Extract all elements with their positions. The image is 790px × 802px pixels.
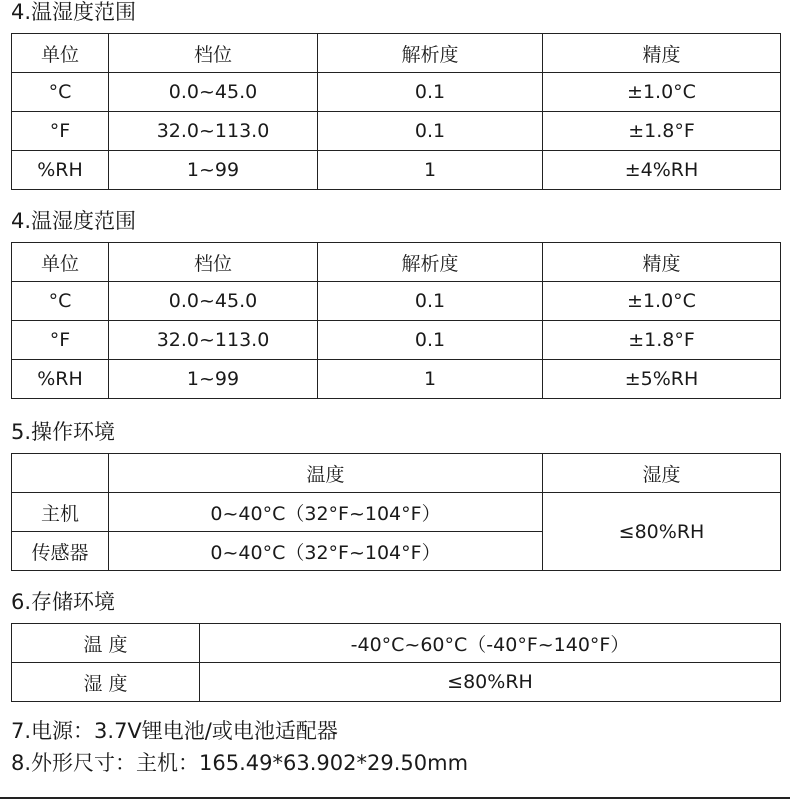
table-cell: 0.1 bbox=[318, 282, 543, 321]
header-resolution: 解析度 bbox=[318, 34, 543, 73]
header-accuracy: 精度 bbox=[543, 243, 781, 282]
table-cell: ≤80%RH bbox=[200, 663, 781, 702]
table-cell: 0.0~45.0 bbox=[109, 73, 318, 112]
table-cell: 温 度 bbox=[12, 624, 200, 663]
table-cell: °F bbox=[12, 321, 109, 360]
table-cell: °C bbox=[12, 73, 109, 112]
table-cell: ±1.0°C bbox=[543, 282, 781, 321]
bottom-divider bbox=[0, 797, 790, 799]
table-cell: 湿 度 bbox=[12, 663, 200, 702]
section-title-range-1: 4.温湿度范围 bbox=[11, 0, 137, 24]
range-table-1 bbox=[11, 33, 781, 190]
table-cell: 0.1 bbox=[318, 73, 543, 112]
table-cell: 0.0~45.0 bbox=[109, 282, 318, 321]
table-cell: 主机 bbox=[12, 493, 109, 532]
table-header-row bbox=[12, 34, 781, 73]
table-header-row bbox=[12, 454, 781, 493]
header-unit: 单位 bbox=[12, 243, 109, 282]
storage-table bbox=[11, 623, 781, 702]
table-row bbox=[12, 321, 781, 360]
table-row bbox=[12, 663, 781, 702]
table-cell: 0.1 bbox=[318, 321, 543, 360]
table-row bbox=[12, 112, 781, 151]
table-cell: %RH bbox=[12, 360, 109, 399]
table-row bbox=[12, 493, 781, 532]
table-cell: 1~99 bbox=[109, 360, 318, 399]
table-row bbox=[12, 624, 781, 663]
table-cell: ±1.8°F bbox=[543, 112, 781, 151]
table-cell: 1~99 bbox=[109, 151, 318, 190]
table-cell: °C bbox=[12, 282, 109, 321]
table-cell: 传感器 bbox=[12, 532, 109, 571]
section-title-range-2: 4.温湿度范围 bbox=[11, 209, 137, 233]
header-empty bbox=[12, 454, 109, 493]
table-cell: 0~40°C（32°F~104°F） bbox=[109, 532, 543, 571]
header-accuracy: 精度 bbox=[543, 34, 781, 73]
header-temperature: 温度 bbox=[109, 454, 543, 493]
table-cell: %RH bbox=[12, 151, 109, 190]
table-row bbox=[12, 360, 781, 399]
header-humidity: 湿度 bbox=[543, 454, 781, 493]
table-cell: 1 bbox=[318, 151, 543, 190]
header-range: 档位 bbox=[109, 34, 318, 73]
table-cell: ±1.8°F bbox=[543, 321, 781, 360]
range-table-2 bbox=[11, 242, 781, 399]
header-unit: 单位 bbox=[12, 34, 109, 73]
table-cell: 1 bbox=[318, 360, 543, 399]
table-cell: ±4%RH bbox=[543, 151, 781, 190]
table-cell: 0~40°C（32°F~104°F） bbox=[109, 493, 543, 532]
power-spec: 7.电源：3.7V锂电池/或电池适配器 bbox=[11, 719, 338, 743]
table-header-row bbox=[12, 243, 781, 282]
section-title-storage: 6.存储环境 bbox=[11, 590, 116, 614]
header-resolution: 解析度 bbox=[318, 243, 543, 282]
table-cell: 32.0~113.0 bbox=[109, 321, 318, 360]
table-cell: 0.1 bbox=[318, 112, 543, 151]
table-row bbox=[12, 282, 781, 321]
header-range: 档位 bbox=[109, 243, 318, 282]
table-cell: ±1.0°C bbox=[543, 73, 781, 112]
dimensions-spec: 8.外形尺寸：主机：165.49*63.902*29.50mm bbox=[11, 751, 469, 775]
humidity-cell: ≤80%RH bbox=[543, 493, 781, 571]
table-row bbox=[12, 73, 781, 112]
table-cell: ±5%RH bbox=[543, 360, 781, 399]
table-cell: °F bbox=[12, 112, 109, 151]
table-cell: 32.0~113.0 bbox=[109, 112, 318, 151]
table-cell: -40°C~60°C（-40°F~140°F） bbox=[200, 624, 781, 663]
section-title-operating: 5.操作环境 bbox=[11, 420, 116, 444]
table-row bbox=[12, 151, 781, 190]
operating-table bbox=[11, 453, 781, 571]
